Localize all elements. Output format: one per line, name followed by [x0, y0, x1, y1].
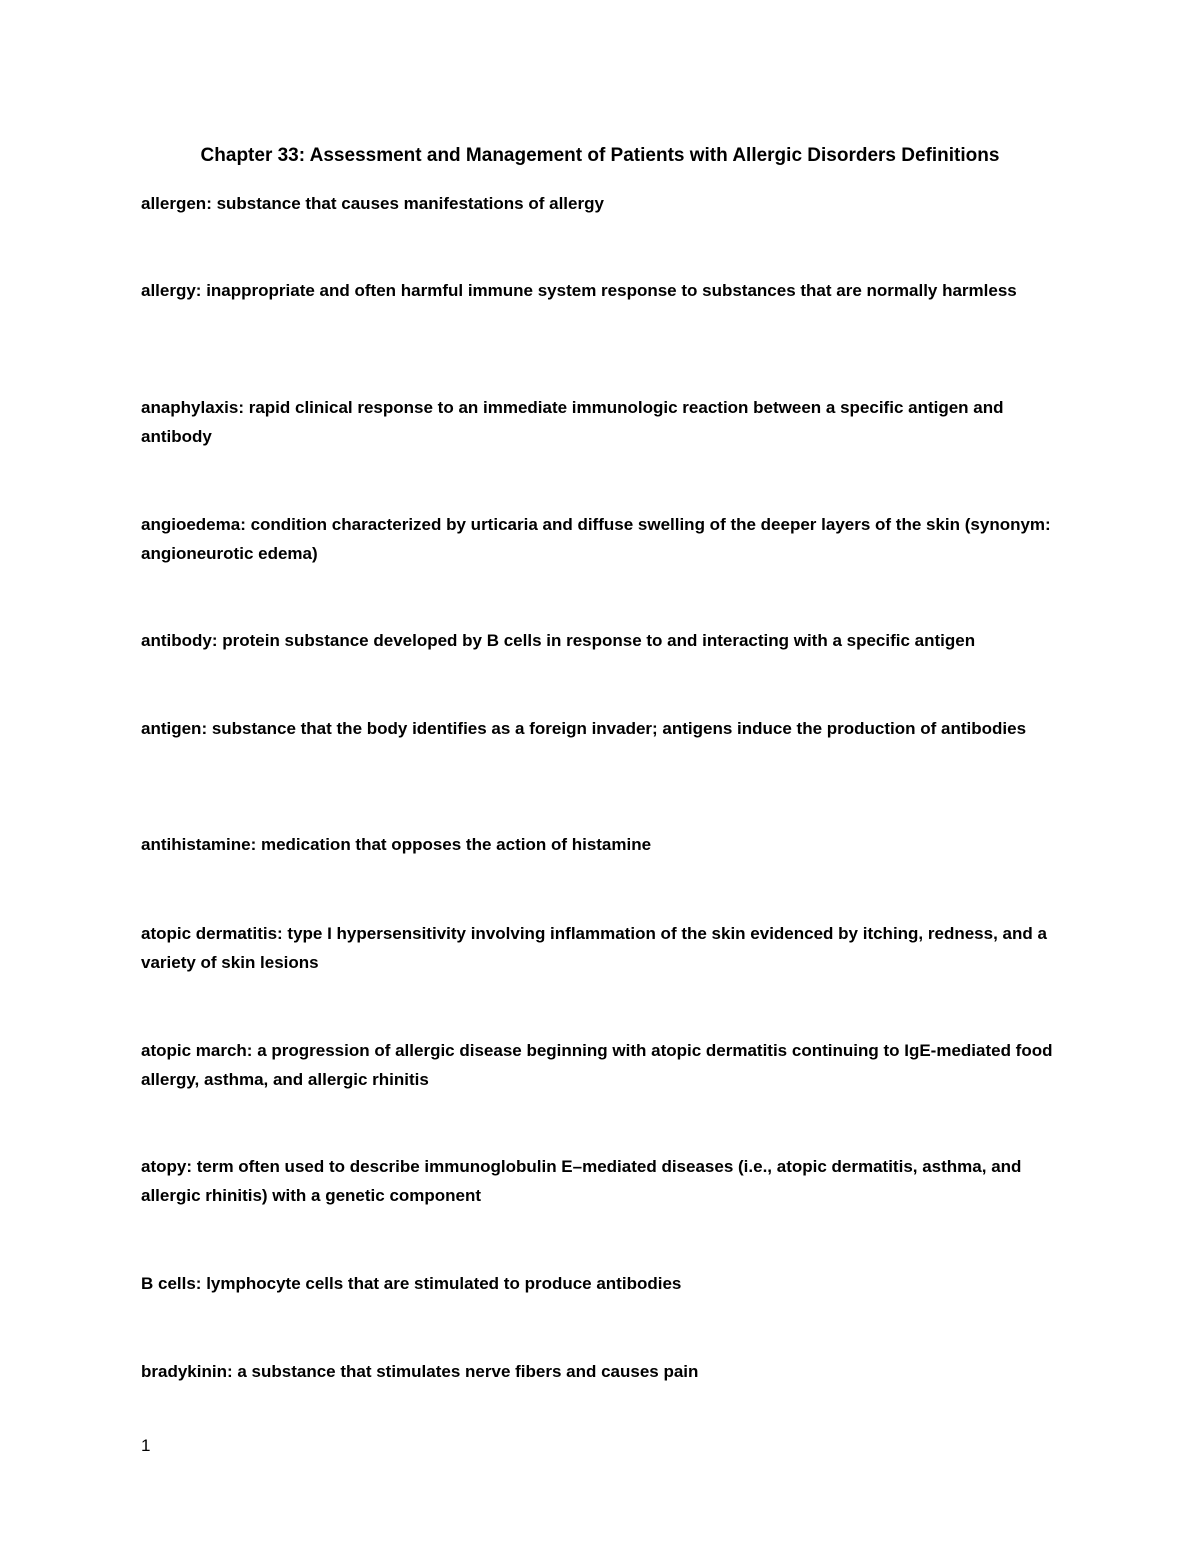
page-number: 1 [141, 1436, 151, 1455]
definition-antibody: antibody: protein substance developed by B cells in response to and interacting with a specific antigen [141, 631, 976, 650]
definition-atopic-march: atopic march: a progression of allergic disease beginning with atopic dermatitis continuing to IgE-mediated food allergy, asthma, and allergic rhinitis [141, 1041, 1053, 1089]
definition-bradykinin: bradykinin: a substance that stimulates nerve fibers and causes pain [141, 1362, 699, 1381]
definition-antihistamine: antihistamine: medication that opposes the action of histamine [141, 835, 652, 854]
definition-atopic-dermatitis: atopic dermatitis: type I hypersensitivity involving inflammation of the skin evidenced by itching, redness, and a variety of skin lesions [141, 924, 1047, 972]
definition-atopy: atopy: term often used to describe immunoglobulin E–mediated diseases (i.e., atopic dermatitis, asthma, and allergic rhinitis) with a genetic component [141, 1157, 1022, 1205]
definition-allergy: allergy: inappropriate and often harmful immune system response to substances that are normally harmless [141, 281, 1017, 300]
page-title: Chapter 33: Assessment and Management of Patients with Allergic Disorders Definitions [200, 145, 1000, 166]
definition-b-cells: B cells: lymphocyte cells that are stimulated to produce antibodies [141, 1274, 682, 1293]
definition-angioedema: angioedema: condition characterized by urticaria and diffuse swelling of the deeper layers of the skin (synonym: angioneurotic edema) [141, 515, 1051, 563]
definition-anaphylaxis: anaphylaxis: rapid clinical response to an immediate immunologic reaction between a specific antigen and antibody [141, 398, 1004, 446]
definition-antigen: antigen: substance that the body identifies as a foreign invader; antigens induce the production of antibodies [141, 719, 1027, 738]
definition-allergen: allergen: substance that causes manifestations of allergy [141, 194, 604, 213]
